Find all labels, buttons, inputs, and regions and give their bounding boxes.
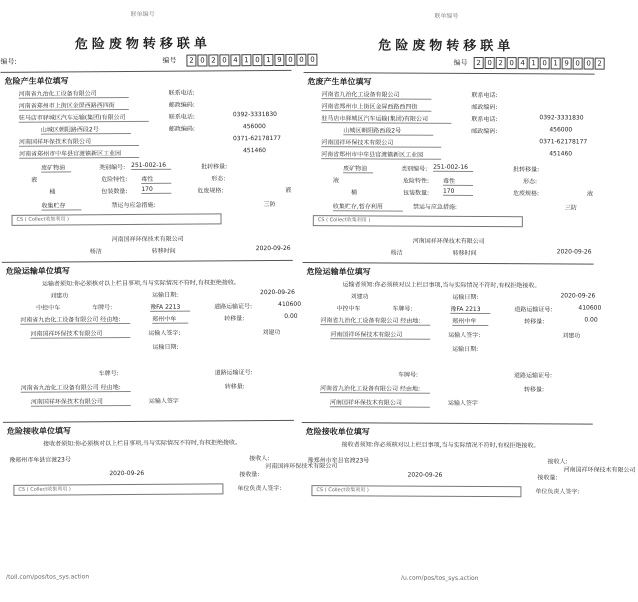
producer-address: 河南省郑州市上街区金屏西路西四街 xyxy=(19,100,129,111)
receive-amount-label: 接收量: xyxy=(239,471,260,479)
phone-value-2: 0371-62178177 xyxy=(232,134,281,143)
digit: 0 xyxy=(252,54,262,66)
contact-label: 联系电话: xyxy=(471,91,498,100)
digit: 0 xyxy=(584,58,594,70)
transport-date2-label: 运输日期: xyxy=(452,345,479,353)
via-label: 经由地: xyxy=(400,317,421,325)
page-header: 联单编号 xyxy=(434,12,459,20)
receiver-label: 接收人: xyxy=(547,458,568,466)
carrier-company-2: 河南省九治化工设备有限公司 xyxy=(320,383,430,394)
permit-label: 道路运输证号: xyxy=(214,303,253,311)
category-label: 类别编号: xyxy=(401,165,428,173)
transfer: 0.00 xyxy=(584,316,598,324)
vehicle-label: 车牌号: xyxy=(92,304,113,312)
start-place: 中控中车 xyxy=(336,305,361,313)
waste-name: 废矿物油 xyxy=(343,163,373,173)
form-no-label: 编号: xyxy=(0,57,17,66)
transport-declaration: 运输者须知:你必须核对以上栏目事项,当与实际情况不符时,有权拒绝接收。 xyxy=(41,279,240,288)
storage: 液 xyxy=(586,190,594,198)
receive-date: 2020-09-26 xyxy=(407,471,443,479)
via2-label: 经由地: xyxy=(100,384,121,392)
disposal: 三防 xyxy=(564,204,577,212)
vehicle-label: 车牌号: xyxy=(392,305,413,313)
receive-method-select[interactable]: CS ( Collect收集利用 ) xyxy=(13,483,223,495)
carrier-company: 河南省九治化工设备有限公司 xyxy=(20,314,130,325)
phone-label: 联系电话: xyxy=(471,115,498,124)
form-digits xyxy=(474,57,606,70)
sign-label: 运输人签字: xyxy=(148,329,181,337)
postal-code-2: 451460 xyxy=(243,147,266,155)
section-title: 危险运输单位填写 xyxy=(306,267,371,277)
transport-date2-label: 运输日期: xyxy=(152,343,179,351)
sign-label: 运输人签字: xyxy=(448,331,481,339)
transport-person: 刘建功 xyxy=(50,292,69,300)
method-select[interactable]: CS ( Collect收集利用 ) xyxy=(12,213,222,225)
destination-company-2: 河南国祥环保技术有限公司 xyxy=(330,397,430,408)
destination-company-2: 河南国祥环保技术有限公司 xyxy=(31,396,131,407)
pack-count-label: 包装数量: xyxy=(402,189,430,197)
form-value: 液 xyxy=(31,176,38,184)
transfer2-label: 转移量: xyxy=(523,386,545,394)
vehicle2-label: 车牌号: xyxy=(398,371,419,379)
packaging: 桶 xyxy=(49,188,56,196)
transfer-label: 转移量: xyxy=(524,318,545,326)
digit: 2 xyxy=(186,55,196,67)
section-title: 危险接收单位填写 xyxy=(305,427,370,437)
form-no-label-2: 编号 xyxy=(162,56,177,65)
receive-method-select[interactable]: CS ( Collect收集利用 ) xyxy=(311,485,521,497)
postal-code-label: 邮政编码: xyxy=(168,125,195,133)
permit2-label: 道路运输证号: xyxy=(514,372,553,380)
receiver-address: 河南省郑州市中牟县官渡镇新区工业园 xyxy=(321,149,441,160)
vehicle: 豫FA 2213 xyxy=(150,302,190,312)
transport-person: 刘建功 xyxy=(350,293,369,301)
form-number-row xyxy=(0,54,315,68)
page-footer-url: /u.com/pos/tos_sys.action xyxy=(400,574,479,582)
transfer-time-label: 转移时间 xyxy=(151,247,176,255)
transfer: 0.00 xyxy=(284,312,298,320)
section-title: 危险接收单位填写 xyxy=(6,426,72,436)
digit: 0 xyxy=(285,54,295,66)
vehicle2-label: 车牌号: xyxy=(98,370,119,378)
signer-company: 河南国祥环保技术有限公司 xyxy=(111,235,184,244)
digit: 1 xyxy=(551,57,561,69)
receiver-address: 河南省郑州市中牟县官渡镇新区工业园 xyxy=(19,148,139,159)
postal-label: 邮政编码: xyxy=(471,103,498,112)
permit: 410600 xyxy=(278,300,302,308)
digit: 0 xyxy=(307,54,317,66)
digit: 1 xyxy=(529,57,539,69)
via-label: 经由地: xyxy=(100,316,121,324)
transfer2-label: 转移量: xyxy=(224,383,245,391)
amount-label: 批转移量: xyxy=(513,166,540,174)
character: 毒性 xyxy=(141,174,171,184)
section-title: 危险产生单位填写 xyxy=(4,76,69,86)
form-no-label: 编号 xyxy=(453,58,468,67)
category: 251-002-16 xyxy=(433,164,473,172)
digit: 1 xyxy=(241,54,251,66)
producer-address: 河南省郑州市上街区金屏西路西四街 xyxy=(321,101,431,112)
transfer-time: 2020-09-26 xyxy=(556,248,592,256)
transport-date: 2020-09-26 xyxy=(260,288,295,297)
permit: 410600 xyxy=(578,304,602,312)
digit: 2 xyxy=(474,57,484,69)
page-header: 联单编号 xyxy=(130,10,155,19)
state-label: 形态: xyxy=(523,178,538,186)
form-number-row xyxy=(304,56,602,70)
receiver-company: 河南国祥环保技术有限公司 xyxy=(321,137,441,148)
receive-declaration: 接收者须知:你必须核对以上栏目事项,当与实际情况不符时,有权拒绝接收。 xyxy=(43,439,241,448)
receive-section xyxy=(301,422,636,525)
transfer-time: 2020-09-26 xyxy=(255,244,291,253)
use: 收集贮存 xyxy=(41,200,81,210)
permit-label: 道路运输证号: xyxy=(514,306,553,314)
page-title: 危险废物转移联单 xyxy=(378,38,515,55)
destination-company: 河南国祥环保技术有限公司 xyxy=(30,328,130,339)
storage: 液 xyxy=(285,186,292,194)
digit: 4 xyxy=(518,57,528,69)
sign2-label: 运输人签字 xyxy=(447,399,478,407)
digit: 9 xyxy=(274,54,284,66)
sign: 刘建功 xyxy=(262,328,281,337)
receiver-company: 河南国祥环保技术有限公司 xyxy=(19,136,139,147)
digit: 0 xyxy=(485,57,495,69)
receiver: 河南国祥环保技术有限公司 xyxy=(563,466,636,474)
producer-name: 河南省九治化工设备有限公司 xyxy=(19,88,129,99)
category: 251-002-16 xyxy=(131,162,171,170)
transfer-label: 转移量: xyxy=(224,315,245,323)
producer-name: 河南省九治化工设备有限公司 xyxy=(321,89,431,100)
amount-label: 批转移量: xyxy=(201,163,228,171)
digit: 9 xyxy=(562,57,572,69)
postal-code: 456000 xyxy=(549,126,573,134)
receive-amount-label: 接收量: xyxy=(537,474,558,482)
disposal-label: 禁运与应急措施: xyxy=(111,201,156,210)
phone-value: 0392-3331830 xyxy=(539,114,584,122)
start-place: 中控中车 xyxy=(36,304,61,312)
pack-count: 170 xyxy=(141,186,171,194)
packaging: 桶 xyxy=(350,189,358,197)
carrier-company-2: 河南省九治化工设备有限公司 xyxy=(21,382,131,393)
digit: 2 xyxy=(208,54,218,66)
via: 郑州中牟 xyxy=(152,314,188,324)
transport-address: 山城区朝阳路西段2号 xyxy=(41,124,131,135)
storage-label: 危废规格: xyxy=(512,190,540,198)
digit: 0 xyxy=(197,54,207,66)
phone-value-2: 0371-62178177 xyxy=(539,138,588,146)
state-label: 形态: xyxy=(211,175,226,183)
receiver: 河南国祥环保技术有限公司 xyxy=(265,462,338,471)
contact-label: 联系电话: xyxy=(168,89,195,97)
postal-label: 邮政编码: xyxy=(168,101,195,109)
person-label: 单位负责人签字: xyxy=(237,484,282,493)
disposal-label: 禁运与应急措施: xyxy=(412,203,457,211)
character-label: 危险特性: xyxy=(403,177,430,185)
phone-label: 联系电话: xyxy=(168,113,195,121)
signer: 杨洁 xyxy=(390,249,403,257)
receive-date: 2020-09-26 xyxy=(109,469,145,478)
digit: 2 xyxy=(595,58,605,70)
signer: 杨洁 xyxy=(89,248,102,256)
pack-count: 170 xyxy=(443,188,473,196)
digit: 0 xyxy=(540,57,550,69)
producer-section xyxy=(303,72,595,265)
use: 收集贮存,暂存利用 xyxy=(333,201,403,211)
sign: 刘建功 xyxy=(562,332,581,340)
transfer-time-label: 转移时间 xyxy=(452,249,477,257)
via: 郑州中牟 xyxy=(452,316,488,326)
carrier-company: 河南省九治化工设备有限公司 xyxy=(320,315,430,326)
digit: 2 xyxy=(496,57,506,69)
receive-address: 豫郑州市牟县官渡23号 xyxy=(307,457,370,465)
person-label: 单位负责人签字: xyxy=(535,488,580,496)
receive-address: 豫郑州市牟县官渡23号 xyxy=(9,456,71,464)
postal-code: 456000 xyxy=(242,123,266,131)
character-label: 危险特性: xyxy=(101,176,128,184)
destination-company: 河南国祥环保技术有限公司 xyxy=(330,329,430,340)
permit2-label: 道路运输证号: xyxy=(214,369,253,377)
postal-code-2: 451460 xyxy=(549,150,573,158)
page-footer-url: /toll.com/pos/tos_sys.action xyxy=(6,573,90,581)
transport-declaration: 运输者须知:你必须核对以上栏目事项,当与实际情况不符时,有权拒绝接收。 xyxy=(342,281,541,290)
transport-section xyxy=(302,262,602,425)
page-title: 危险废物转移联单 xyxy=(74,36,211,53)
receive-section xyxy=(3,420,338,523)
transport-date: 2020-09-26 xyxy=(560,292,596,300)
storage-label: 危废规格: xyxy=(197,187,224,195)
digit: 1 xyxy=(263,54,273,66)
phone-value: 0392-3331830 xyxy=(232,110,277,119)
digit: 0 xyxy=(573,57,583,69)
postal-code-label: 邮政编码: xyxy=(471,127,498,136)
receiver-label: 接收人: xyxy=(249,455,270,463)
transport-company: 驻马店市驿城区汽车运输(集团)有限公司 xyxy=(321,113,451,124)
form-value: 液 xyxy=(333,177,340,185)
sign2-label: 运输人签字 xyxy=(148,397,179,405)
pack-count-label: 包装数量: xyxy=(101,188,128,196)
method-select[interactable]: CS ( Collect收集利用 ) xyxy=(313,215,523,227)
digit: 0 xyxy=(296,54,306,66)
section-title: 危废产生单位填写 xyxy=(307,77,372,87)
transport-section xyxy=(2,260,302,423)
section-title: 危险运输单位填写 xyxy=(5,266,70,276)
transport-date-label: 运输日期: xyxy=(152,291,179,299)
disposal: 三防 xyxy=(263,201,276,209)
digit: 4 xyxy=(230,54,240,66)
transport-company: 驻马店市驿城区汽车运输(集团)有限公司 xyxy=(19,112,149,123)
receive-declaration: 接收者须知:你必须核对以上栏目事项,当与实际情况不符时,有权拒绝接收。 xyxy=(341,441,540,450)
right-page xyxy=(291,0,636,602)
signer-company: 河南国祥环保技术有限公司 xyxy=(412,237,485,246)
digit: 0 xyxy=(219,54,229,66)
digit: 0 xyxy=(507,57,517,69)
via2-label: 经由地: xyxy=(399,385,421,393)
category-label: 类别编号: xyxy=(99,164,126,172)
producer-section xyxy=(1,70,293,263)
waste-name: 废矿物油 xyxy=(41,162,71,172)
transport-date-label: 运输日期: xyxy=(452,293,479,301)
vehicle: 豫FA 2213 xyxy=(450,304,490,314)
transport-address: 山城区朝阳路西段2号 xyxy=(343,125,433,135)
character: 毒性 xyxy=(443,176,473,186)
